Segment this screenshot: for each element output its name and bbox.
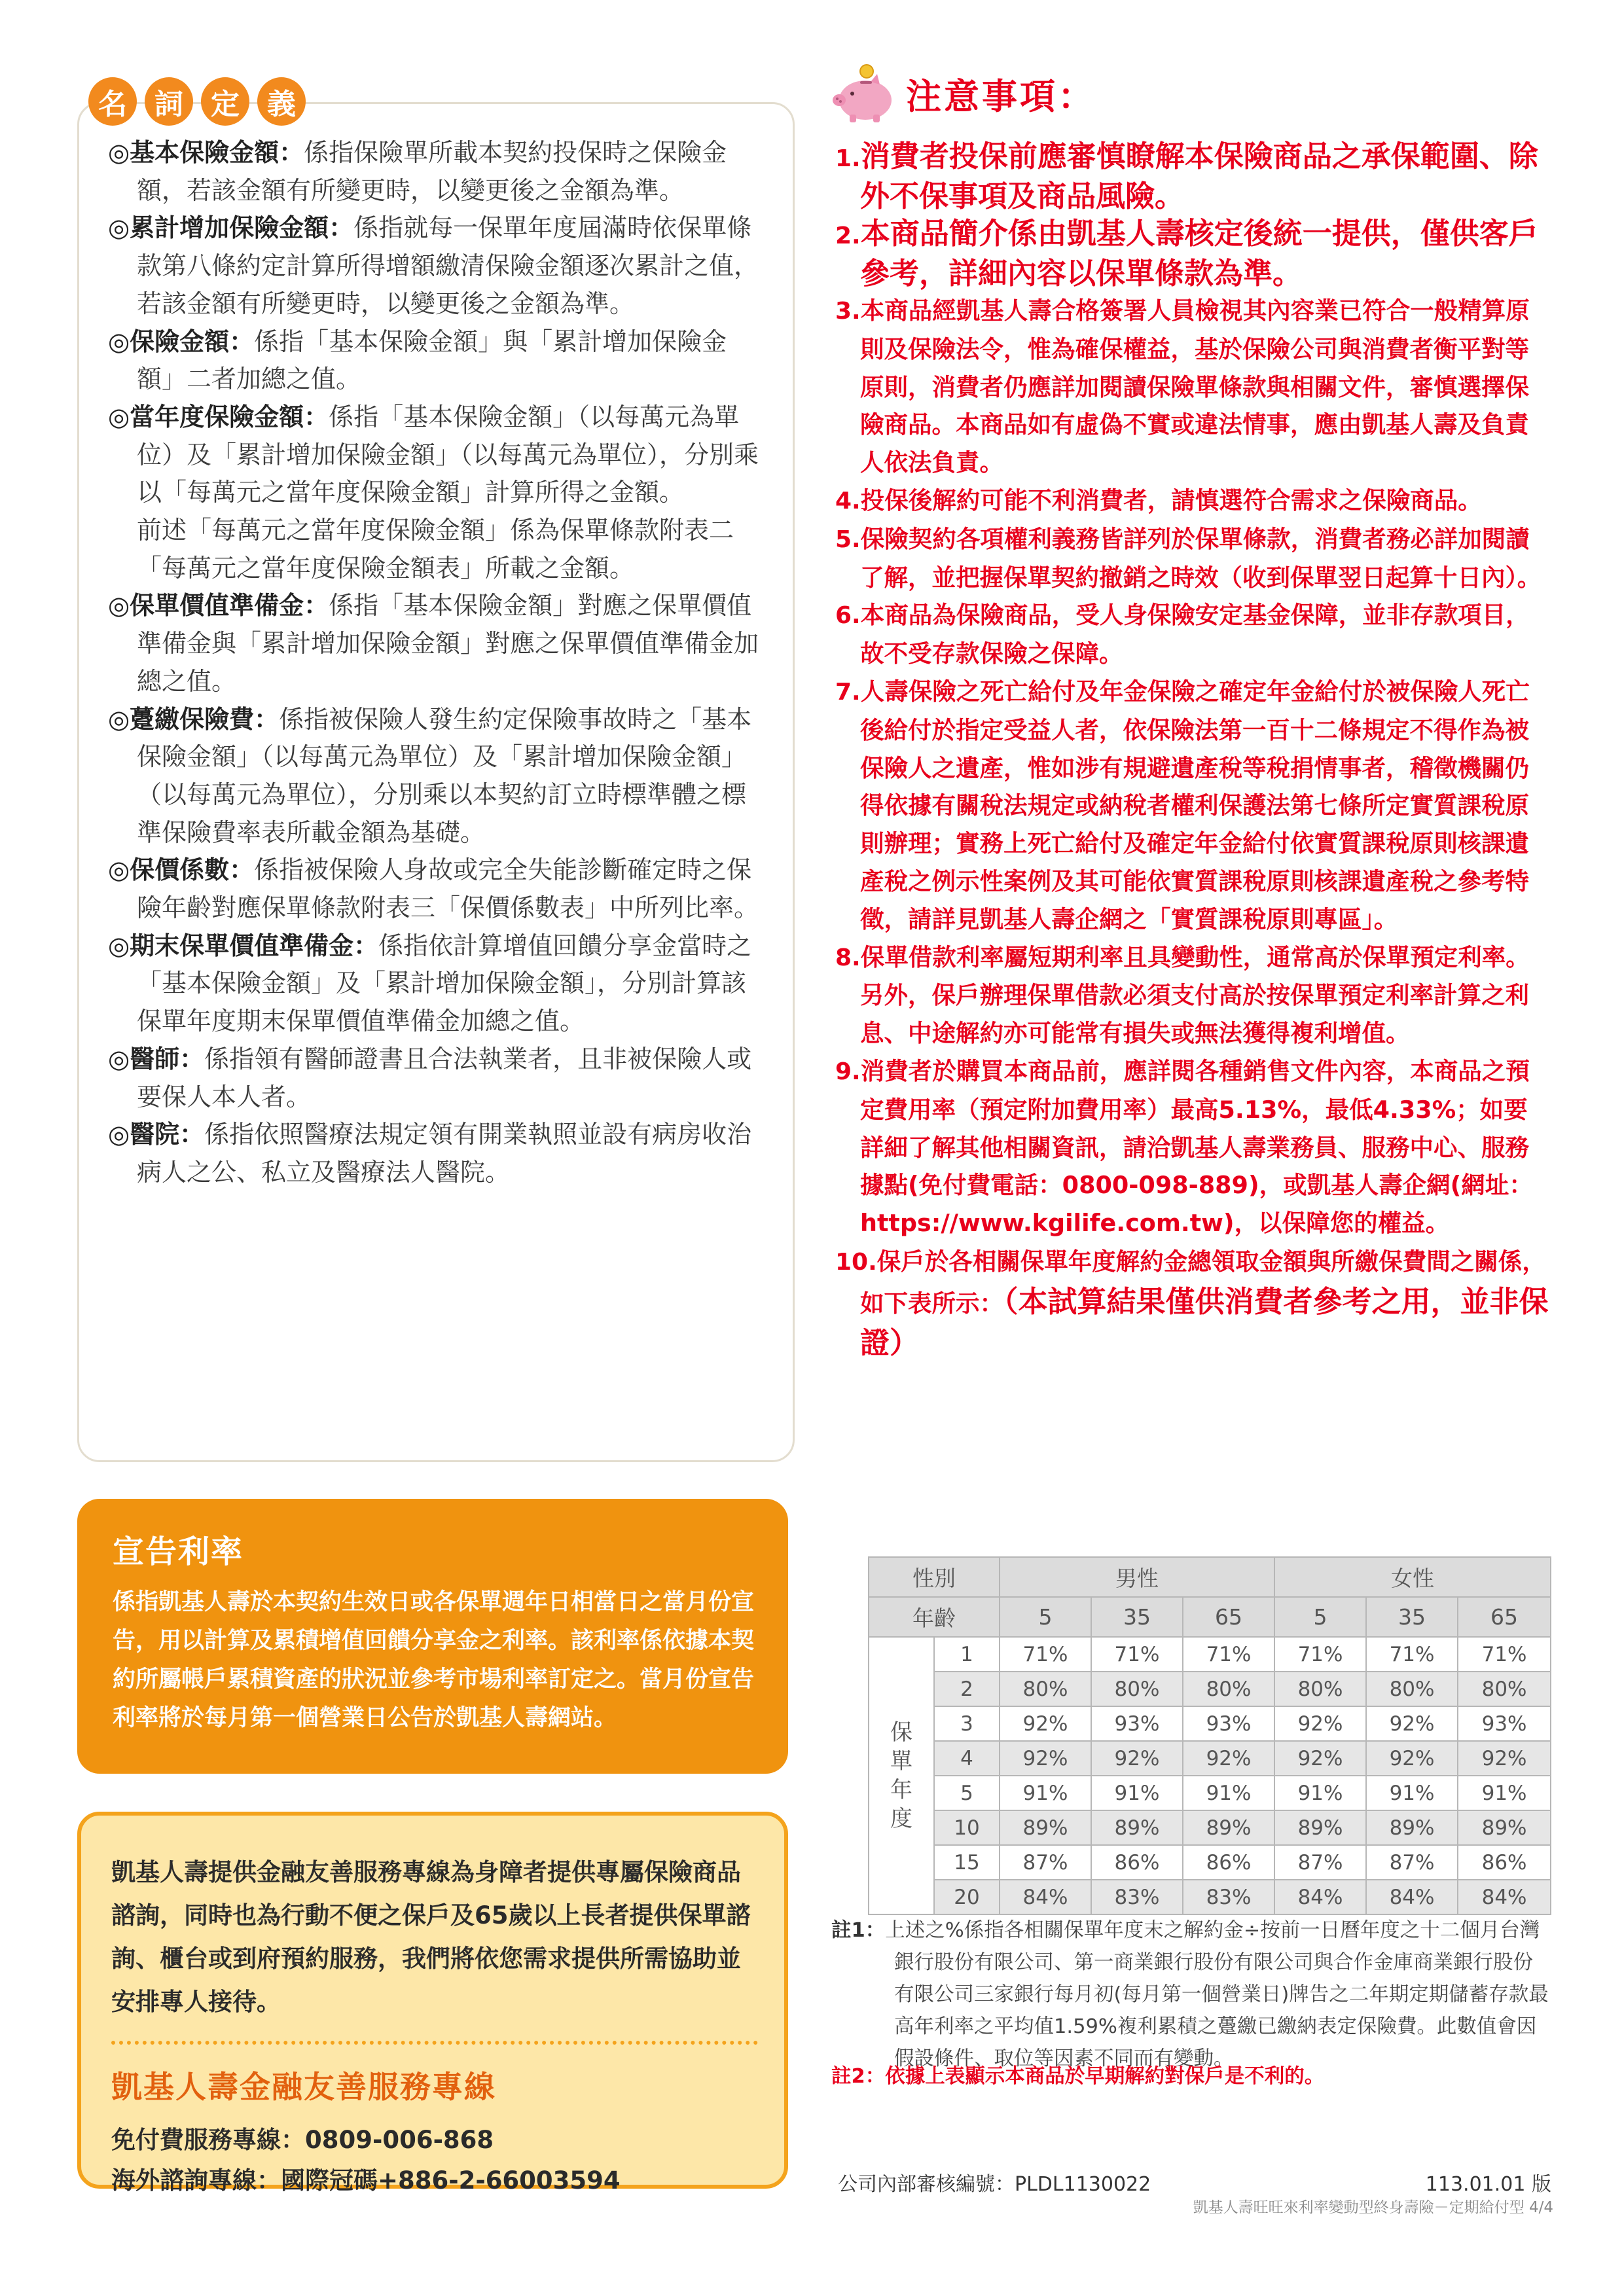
table-row	[869, 1776, 1551, 1810]
note-number: 7.	[835, 678, 861, 706]
definition-term: ◎醫師：	[108, 1044, 205, 1073]
definition-text: 係指「基本保險金額」對應之保單價值準備金與「累計增加保險金額」對應之保單價值準備金加總之值。	[137, 591, 759, 696]
ratio-cell: 92%	[1366, 1706, 1458, 1741]
definition-term: ◎保價係數：	[108, 855, 255, 885]
ratio-cell: 80%	[1458, 1672, 1551, 1706]
ratio-cell: 89%	[1458, 1810, 1551, 1845]
overseas-line: 海外諮詢專線：國際冠碼+886-2-66003594	[111, 2166, 621, 2195]
note-text: 消費者投保前應審慎瞭解本保險商品之承保範圍、除外不保事項及商品風險。	[860, 139, 1538, 213]
definition-item	[108, 587, 763, 700]
friendly-service-title: 凱基人壽金融友善服務專線	[111, 2070, 496, 2106]
ratio-cell: 80%	[1091, 1672, 1183, 1706]
ratio-cell: 93%	[1091, 1706, 1183, 1741]
ratio-cell: 92%	[1458, 1741, 1551, 1776]
ratio-cell: 91%	[1000, 1776, 1091, 1810]
policy-year-cell: 10	[934, 1810, 1000, 1845]
ratio-cell: 89%	[1000, 1810, 1091, 1845]
footnote-text: 上述之%係指各相關保單年度末之解約金÷按前一日曆年度之十二個月台灣銀行股份有限公司、第一商業銀行股份有限公司與合作金庫商業銀行股份有限公司三家銀行每月初(每月第一個營業日)牌告之二年期定期儲蓄存款最高年利率之平均值1.59%複利累積之躉繳已繳納表定保險費。此數值會因假設條件、取位等因素不同而有變動。	[885, 1919, 1549, 2070]
note-item	[835, 215, 1549, 292]
note-number: 3.	[835, 298, 861, 325]
note-number: 10.	[835, 1248, 877, 1276]
table-row	[869, 1845, 1551, 1880]
note-item	[835, 482, 1549, 520]
note-number: 8.	[835, 944, 861, 971]
definition-item	[108, 399, 763, 512]
ratio-cell: 93%	[1458, 1706, 1551, 1741]
notes-header	[831, 62, 1096, 125]
definition-text: 係指依計算增值回饋分享金當時之「基本保險金額」及「累計增加保險金額」，分別計算該保單年度期末保單價值準備金加總之值。	[137, 931, 752, 1036]
age-label: 年齡	[869, 1597, 1000, 1637]
ratio-cell: 80%	[1183, 1672, 1274, 1706]
notes-list	[835, 137, 1549, 1365]
table-header-row	[869, 1597, 1551, 1637]
ratio-cell: 92%	[1000, 1741, 1091, 1776]
piggy-bank-icon	[831, 62, 897, 125]
definition-term: ◎當年度保險金額：	[108, 402, 329, 431]
note-number: 9.	[835, 1058, 861, 1085]
policy-year-cell: 3	[934, 1706, 1000, 1741]
ratio-cell: 86%	[1458, 1845, 1551, 1880]
note-number: 5.	[835, 526, 861, 553]
definition-term: ◎基本保險金額：	[108, 138, 304, 167]
definition-text: 係指保險單所載本契約投保時之保險金額，若該金額有所變更時，以變更後之金額為準。	[137, 138, 727, 205]
definition-text: 係指「基本保險金額」與「累計增加保險金額」二者加總之值。	[137, 327, 727, 394]
definitions-tag	[88, 77, 306, 126]
ratio-cell: 71%	[1366, 1637, 1458, 1672]
policy-year-cell: 5	[934, 1776, 1000, 1810]
friendly-service-box	[77, 1812, 788, 2195]
policy-year-cell: 1	[934, 1637, 1000, 1672]
tag-char: 義	[257, 77, 306, 126]
definitions-list	[108, 134, 763, 1192]
policy-year-cell: 15	[934, 1845, 1000, 1880]
female-header: 女性	[1274, 1557, 1551, 1597]
age-header: 35	[1366, 1597, 1458, 1637]
ratio-cell: 92%	[1274, 1706, 1366, 1741]
ratio-cell: 91%	[1183, 1776, 1274, 1810]
ratio-cell: 91%	[1274, 1776, 1366, 1810]
ratio-cell: 93%	[1183, 1706, 1274, 1741]
ratio-cell: 91%	[1091, 1776, 1183, 1810]
ratio-cell: 83%	[1091, 1880, 1183, 1914]
definition-term: ◎保單價值準備金：	[108, 591, 329, 620]
definition-item	[108, 852, 763, 927]
policy-year-label	[869, 1637, 934, 1914]
table-row	[869, 1880, 1551, 1914]
ratio-cell: 84%	[1366, 1880, 1458, 1914]
version: 113.01.01 版	[1425, 2173, 1551, 2196]
ratio-cell: 92%	[1366, 1741, 1458, 1776]
definition-item	[108, 1116, 763, 1191]
ratio-cell: 86%	[1183, 1845, 1274, 1880]
note-item	[835, 1052, 1549, 1242]
definition-term: ◎躉繳保險費：	[108, 704, 280, 734]
note-text: 本商品經凱基人壽合格簽署人員檢視其內容業已符合一般精算原則及保險法令，惟為確保權益，基於保險公司與消費者衡平對等原則，消費者仍應詳加閱讀保險單條款與相關文件，審慎選擇保險商品。本商品如有虛偽不實或違法情事，應由凱基人壽及負責人依法負責。	[860, 296, 1530, 477]
ratio-cell: 80%	[1366, 1672, 1458, 1706]
age-header: 65	[1458, 1597, 1551, 1637]
note-text: 保險契約各項權利義務皆詳列於保單條款，消費者務必詳加閱讀了解，並把握保單契約撤銷之時效（收到保單翌日起算十日內）。	[860, 524, 1542, 592]
note-number: 4.	[835, 487, 861, 514]
definition-term: ◎醫院：	[108, 1120, 205, 1149]
definition-item	[108, 927, 763, 1041]
note-item	[835, 520, 1549, 597]
note-text: 本商品簡介係由凱基人壽核定後統一提供，僅供客戶參考，詳細內容以保單條款為準。	[860, 216, 1538, 291]
definition-item	[108, 209, 763, 323]
ratio-cell: 87%	[1366, 1845, 1458, 1880]
tag-char: 詞	[145, 77, 193, 126]
note-text: 保戶於各相關保單年度解約金總領取金額與所繳保費間之關係，如下表所示：	[860, 1247, 1546, 1318]
table-row	[869, 1810, 1551, 1845]
ratio-cell: 87%	[1000, 1845, 1091, 1880]
table-row	[869, 1672, 1551, 1706]
note-text: 投保後解約可能不利消費者，請慎選符合需求之保險商品。	[860, 486, 1482, 514]
definition-item	[108, 1041, 763, 1116]
ratio-cell: 84%	[1000, 1880, 1091, 1914]
ratio-cell: 83%	[1183, 1880, 1274, 1914]
note-text: 本商品為保險商品，受人身保險安定基金保障，並非存款項目，故不受存款保險之保障。	[860, 601, 1530, 668]
definition-text: 係指就每一保單年度屆滿時依保單條款第八條約定計算所得增額繳清保險金額逐次累計之值，若該金額有所變更時，以變更後之金額為準。	[137, 213, 759, 318]
ratio-cell: 87%	[1274, 1845, 1366, 1880]
ratio-cell: 89%	[1091, 1810, 1183, 1845]
age-header: 35	[1091, 1597, 1183, 1637]
table-row	[869, 1706, 1551, 1741]
ratio-cell: 71%	[1183, 1637, 1274, 1672]
policy-year-cell: 20	[934, 1880, 1000, 1914]
ratio-cell: 71%	[1458, 1637, 1551, 1672]
definition-item	[108, 323, 763, 399]
definition-text: 係指領有醫師證書且合法執業者，且非被保險人或要保人本人者。	[137, 1044, 752, 1111]
footer	[838, 2168, 1551, 2197]
policy-year-char: 保	[890, 1719, 912, 1746]
ratio-cell: 86%	[1091, 1845, 1183, 1880]
note-text: 消費者於購買本商品前，應詳閱各種銷售文件內容，本商品之預定費用率（預定附加費用率）最高5.13%，最低4.33%；如要詳細了解其他相關資訊，請洽凱基人壽業務員、服務中心、服務據點(免付費電話：0800-098-889)，或凱基人壽企網(網址：https://www.kgilife.com.tw)，以保障您的權益。	[860, 1056, 1533, 1238]
definition-text: 係指被保險人身故或完全失能診斷確定時之保險年齡對應保單條款附表三「保價係數表」中所列比率。	[137, 855, 759, 923]
policy-year-char: 年	[890, 1777, 912, 1803]
note-item	[835, 1242, 1549, 1365]
age-header: 5	[1274, 1597, 1366, 1637]
policy-year-char: 單	[890, 1748, 912, 1774]
note-item	[835, 292, 1549, 482]
policy-year-char: 度	[890, 1806, 912, 1832]
note-number: 2.	[835, 223, 861, 249]
note-text: 保單借款利率屬短期利率且具變動性，通常高於保單預定利率。另外，保戶辦理保單借款必須支付高於按保單預定利率計算之利息、中途解約亦可能常有損失或無法獲得複利增值。	[860, 942, 1530, 1048]
ratio-cell: 71%	[1274, 1637, 1366, 1672]
note-emphasis: （本試算結果僅供消費者參考之用，並非保證）	[860, 1283, 1549, 1360]
definition-term: ◎累計增加保險金額：	[108, 213, 354, 243]
ratio-cell: 80%	[1000, 1672, 1091, 1706]
toll-free-line: 免付費服務專線：0809-006-868	[111, 2126, 494, 2154]
age-header: 5	[1000, 1597, 1091, 1637]
ratio-cell: 89%	[1183, 1810, 1274, 1845]
tag-char: 定	[201, 77, 249, 126]
definition-item	[108, 701, 763, 852]
table-row	[869, 1741, 1551, 1776]
ratio-cell: 89%	[1274, 1810, 1366, 1845]
declared-rate-box	[77, 1499, 788, 1774]
ratio-cell: 80%	[1274, 1672, 1366, 1706]
note-item	[835, 673, 1549, 939]
ratio-cell: 84%	[1274, 1880, 1366, 1914]
age-header: 65	[1183, 1597, 1274, 1637]
definition-term: ◎保險金額：	[108, 327, 255, 356]
note-item	[835, 939, 1549, 1052]
ratio-cell: 71%	[1000, 1637, 1091, 1672]
definition-text: 前述「每萬元之當年度保險金額」係為保單條款附表二「每萬元之當年度保險金額表」所載之金額。	[137, 516, 734, 583]
ratio-cell: 92%	[1000, 1706, 1091, 1741]
note-number: 1.	[835, 145, 861, 172]
policy-year-cell: 2	[934, 1672, 1000, 1706]
ratio-cell: 92%	[1274, 1741, 1366, 1776]
ratio-cell: 84%	[1458, 1880, 1551, 1914]
note-number: 6.	[835, 602, 861, 630]
gender-label: 性別	[869, 1557, 1000, 1597]
definition-text: 係指被保險人發生約定保險事故時之「基本保險金額」（以每萬元為單位）及「累計增加保險金額」（以每萬元為單位），分別乘以本契約訂立時標準體之標準保險費率表所載金額為基礎。	[137, 704, 752, 847]
note-item	[835, 137, 1549, 215]
ratio-cell: 91%	[1458, 1776, 1551, 1810]
notes-title: 注意事項：	[906, 75, 1096, 117]
surrender-ratio-table	[868, 1556, 1551, 1915]
friendly-service-text: 凱基人壽提供金融友善服務專線為身障者提供專屬保險商品諮詢，同時也為行動不便之保戶及65歲以上長者提供保單諮詢、櫃台或到府預約服務，我們將依您需求提供所需協助並安排專人接待。	[111, 1858, 751, 2016]
policy-year-cell: 4	[934, 1741, 1000, 1776]
table-row	[869, 1637, 1551, 1672]
ratio-cell: 89%	[1366, 1810, 1458, 1845]
dotted-divider	[111, 2041, 758, 2045]
footnote-2: 註2：依據上表顯示本商品於早期解約對保戶是不利的。	[831, 2065, 1325, 2088]
ratio-cell: 71%	[1091, 1637, 1183, 1672]
table-header-row	[869, 1557, 1551, 1597]
ratio-cell: 92%	[1183, 1741, 1274, 1776]
note-text: 人壽保險之死亡給付及年金保險之確定年金給付於被保險人死亡後給付於指定受益人者，依保險法第一百十二條規定不得作為被保險人之遺產，惟如涉有規避遺產稅等稅捐情事者，稽徵機關仍得依據有關稅法規定或納稅者權利保護法第七條所定實質課稅原則辦理；實務上死亡給付及確定年金給付依實質課稅原則核課遺產稅之例示性案例及其可能依實質課稅原則核課遺產稅之參考特徵，請詳見凱基人壽企網之「實質課稅原則專區」。	[860, 677, 1530, 933]
footnote-label: 註1：	[831, 1919, 886, 1942]
definition-text: 係指「基本保險金額」（以每萬元為單位）及「累計增加保險金額」（以每萬元為單位），分別乘以「每萬元之當年度保險金額」計算所得之金額。	[137, 402, 759, 507]
definition-item	[108, 134, 763, 209]
ratio-cell: 91%	[1366, 1776, 1458, 1810]
footnote-1	[831, 1914, 1551, 2075]
male-header: 男性	[1000, 1557, 1274, 1597]
review-code: 公司內部審核編號：PLDL1130022	[838, 2173, 1151, 2196]
definition-term: ◎期末保單價值準備金：	[108, 931, 379, 960]
product-page-label: 凱基人壽旺旺來利率變動型終身壽險－定期給付型 4/4	[1193, 2199, 1553, 2216]
ratio-cell: 92%	[1091, 1741, 1183, 1776]
definition-text: 係指依照醫療法規定領有開業執照並設有病房收治病人之公、私立及醫療法人醫院。	[137, 1120, 752, 1187]
definition-note	[108, 512, 763, 587]
tag-char: 名	[88, 77, 137, 126]
declared-rate-title: 宣告利率	[113, 1534, 244, 1570]
note-item	[835, 596, 1549, 673]
declared-rate-text: 係指凱基人壽於本契約生效日或各保單週年日相當日之當月份宣告，用以計算及累積增值回饋分享金之利率。該利率係依據本契約所屬帳戶累積資產的狀況並參考市場利率訂定之。當月份宣告利率將於每月第一個營業日公告於凱基人壽網站。	[113, 1589, 755, 1731]
